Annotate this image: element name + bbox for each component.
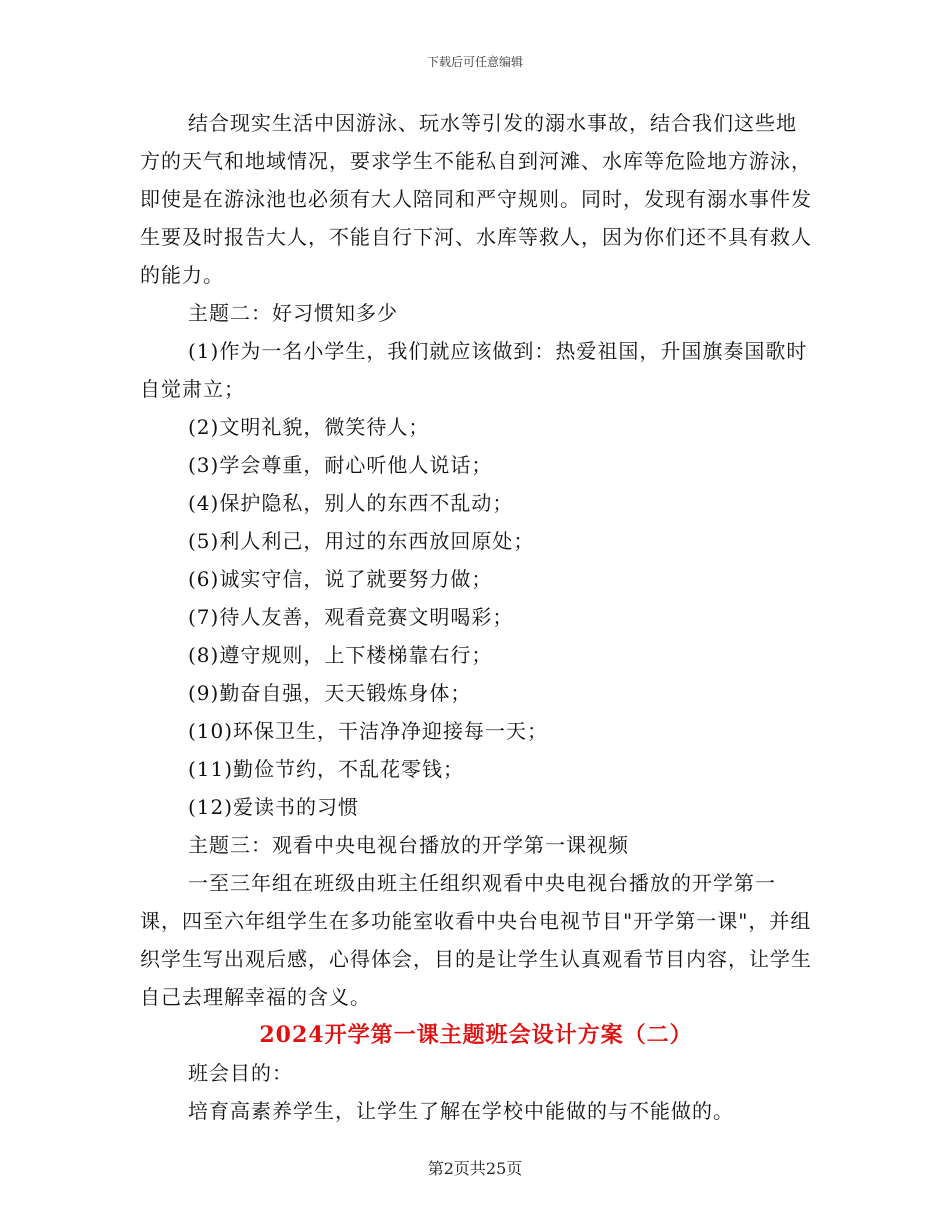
list-item: (11)勤俭节约，不乱花零钱； <box>188 757 465 781</box>
list-item: (6)诚实守信，说了就要努力做； <box>188 567 493 591</box>
paragraph-viewing-arrangement: 一至三年组在班级由班主任组织观看中央电视台播放的开学第一课，四至六年组学生在多功能室收看中央台电视节目"开学第一课"，并组织学生写出观后感，心得体会，目的是让学生认真观看节目内容，让学生自己去理解幸福的含义。 <box>140 871 812 1009</box>
topic-two-title: 主题二：好习惯知多少 <box>188 301 398 325</box>
list-item: (5)利人利己，用过的东西放回原处； <box>188 529 535 553</box>
meeting-purpose-label: 班会目的： <box>188 1061 293 1085</box>
list-item: (12)爱读书的习惯 <box>188 795 360 819</box>
paragraph-drowning-safety: 结合现实生活中因游泳、玩水等引发的溺水事故，结合我们这些地方的天气和地域情况，要求学生不能私自到河滩、水库等危险地方游泳，即使是在游泳池也必须有大人陪同和严守规则。同时，发现有溺水事件发生要及时报告大人，不能自行下河、水库等救人，因为你们还不具有救人的能力。 <box>140 111 812 287</box>
list-item: (9)勤奋自强，天天锻炼身体； <box>188 681 472 705</box>
list-item: (2)文明礼貌，微笑待人； <box>188 415 430 439</box>
list-item: (8)遵守规则，上下楼梯靠右行； <box>188 643 493 667</box>
list-item: (4)保护隐私，别人的东西不乱动； <box>188 491 514 515</box>
list-item: (7)待人友善，观看竞赛文明喝彩； <box>188 605 514 629</box>
page-header: 下载后可任意编辑 <box>426 55 523 69</box>
meeting-purpose-text: 培育高素养学生，让学生了解在学校中能做的与不能做的。 <box>188 1099 734 1123</box>
topic-three-title: 主题三：观看中央电视台播放的开学第一课视频 <box>188 833 629 857</box>
list-item: (10)环保卫生，干洁净净迎接每一天； <box>188 719 549 743</box>
section-heading: 2024开学第一课主题班会设计方案（二） <box>259 1022 693 1048</box>
list-item: (1)作为一名小学生，我们就应该做到：热爱祖国，升国旗奏国歌时自觉肃立； <box>140 339 808 401</box>
document-body <box>140 104 812 1130</box>
list-item: (3)学会尊重，耐心听他人说话； <box>188 453 493 477</box>
page-footer: 第2页共25页 <box>427 1159 523 1178</box>
